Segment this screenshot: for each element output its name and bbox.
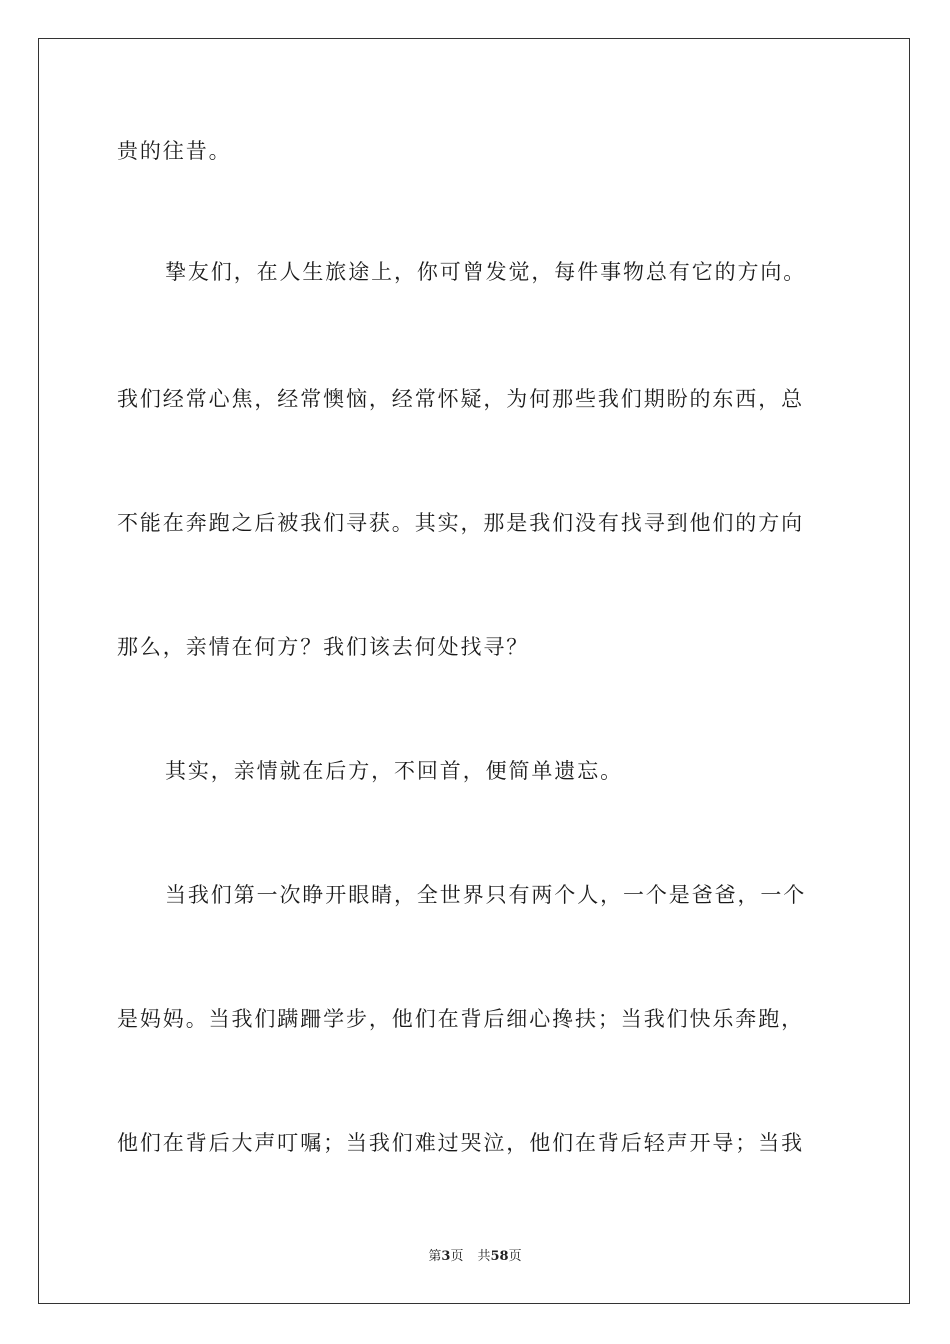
page-border (38, 38, 910, 1304)
text-line-9: 他们在背后大声叮嘱；当我们难过哭泣，他们在背后轻声开导；当我 (117, 1131, 804, 1155)
page-prefix: 第 (428, 1249, 442, 1264)
text-line-2: 挚友们，在人生旅途上，你可曾发觉，每件事物总有它的方向。 (165, 260, 807, 284)
total-suffix: 页 (508, 1249, 522, 1264)
text-line-4: 不能在奔跑之后被我们寻获。其实，那是我们没有找寻到他们的方向 (117, 511, 804, 535)
text-line-8: 是妈妈。当我们蹒跚学步，他们在背后细心搀扶；当我们快乐奔跑， (117, 1007, 804, 1031)
text-line-1: 贵的往昔。 (117, 139, 232, 163)
total-pages: 58 (490, 1249, 509, 1264)
text-line-6: 其实，亲情就在后方，不回首，便简单遗忘。 (165, 759, 623, 783)
total-prefix: 共 (477, 1249, 491, 1264)
page-suffix: 页 (450, 1249, 464, 1264)
page-footer (0, 1248, 950, 1266)
page-number: 3 (441, 1249, 451, 1264)
text-line-7: 当我们第一次睁开眼睛，全世界只有两个人，一个是爸爸，一个 (165, 883, 807, 907)
text-line-3: 我们经常心焦，经常懊恼，经常怀疑，为何那些我们期盼的东西，总 (117, 387, 804, 411)
text-line-5: 那么，亲情在何方？我们该去何处找寻？ (117, 635, 530, 659)
